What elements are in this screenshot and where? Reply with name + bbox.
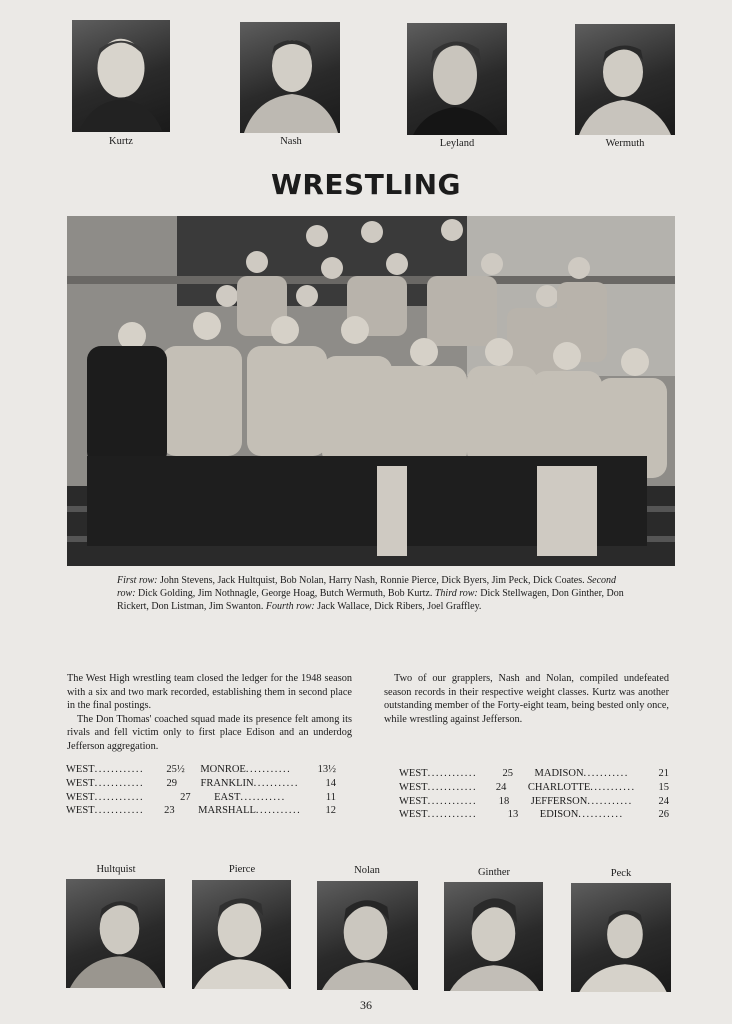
scores-left <box>66 763 336 818</box>
right-article <box>384 672 669 726</box>
score-value: 23 <box>164 805 175 817</box>
score-opponent: EAST <box>214 791 241 803</box>
portrait-ginther <box>444 882 543 991</box>
score-opponent-value: 15 <box>658 781 669 793</box>
score-opponent-value: 14 <box>325 777 337 789</box>
score-team: WEST <box>399 795 428 807</box>
portrait-caption-kurtz: Kurtz <box>109 136 133 147</box>
score-opponent: FRANKLIN <box>200 777 254 789</box>
portrait-caption-nolan: Nolan <box>354 865 380 876</box>
portrait-caption-leyland: Leyland <box>439 138 475 149</box>
left-paragraph: The Don Thomas' coached squad made its presence felt among its rivals and fell victim only to first place Edison and an underdog Jefferson aggregation. <box>67 713 352 752</box>
score-team: WEST <box>66 777 95 789</box>
roster-first-label: First row: <box>117 575 158 586</box>
roster-first: John Stevens, Jack Hultquist, Bob Nolan, Harry Nash, Ronnie Pierce, Dick Byers, Jim Peck, Dick Coates. <box>157 575 588 586</box>
score-row: WEST ............ 25 MADISON ........... 21 <box>399 768 669 779</box>
portrait-wermuth <box>575 24 675 135</box>
portrait-nolan <box>317 881 418 990</box>
score-row: WEST ............ 13 EDISON ........... 26 <box>399 809 670 821</box>
roster-second-label: Second row: <box>117 575 617 600</box>
score-team: WEST <box>66 764 95 775</box>
right-paragraph: Two of our grapplers, Nash and Nolan, compiled undefeated season records in their respective weight classes. Kurtz was another outstanding member of the Forty-eight team, being bested only once, while wrestling against Jefferson. <box>384 673 669 725</box>
score-value: 13 <box>507 809 519 821</box>
portrait-caption-wermuth: Wermuth <box>605 138 645 149</box>
portrait-leyland <box>407 23 507 135</box>
portrait-pierce <box>192 880 291 989</box>
score-opponent: MONROE <box>200 764 246 775</box>
left-article <box>67 672 352 753</box>
score-value: 18 <box>498 795 510 807</box>
roster-third-label: Third row: <box>434 588 478 600</box>
score-value: 24 <box>495 781 507 793</box>
portrait-hultquist <box>66 879 165 988</box>
score-opponent-value: 13½ <box>317 764 336 775</box>
portrait-caption-hultquist: Hultquist <box>96 864 136 875</box>
score-row: WEST ............ 23 MARSHALL ........... 12 <box>66 805 336 817</box>
portrait-caption-pierce: Pierce <box>228 864 256 875</box>
score-opponent: JEFFERSON <box>530 795 588 807</box>
score-team: WEST <box>66 791 95 803</box>
score-team: WEST <box>399 781 428 793</box>
roster-second: Dick Golding, Jim Nothnagle, George Hoag, Butch Wermuth, Bob Kurtz. <box>135 588 435 600</box>
score-opponent-value: 11 <box>325 791 337 803</box>
page-number: 36 <box>360 998 372 1012</box>
roster-fourth-label: Fourth row: <box>265 601 315 613</box>
score-value: 25½ <box>166 764 185 775</box>
roster-fourth: Jack Wallace, Dick Ribers, Joel Graffley. <box>314 601 482 613</box>
score-opponent-value: 21 <box>658 768 669 779</box>
score-opponent-value: 12 <box>325 805 336 817</box>
score-opponent: CHARLOTTE <box>527 781 591 793</box>
left-paragraph: The West High wrestling team closed the ledger for the 1948 season with a six and two mark recorded, establishing them in second place in the final postings. <box>67 673 352 711</box>
score-row: WEST ............ 18 JEFFERSON ........... 24 <box>399 795 669 807</box>
score-value: 27 <box>180 791 191 803</box>
portrait-caption-peck: Peck <box>610 868 632 879</box>
roster-third: Dick Stellwagen, Don Ginther, Don Rickert, Don Listman, Jim Swanton. <box>117 588 624 613</box>
score-row: WEST ............ 29 FRANKLIN ........... 14 <box>66 777 337 789</box>
score-team: WEST <box>399 809 428 821</box>
score-opponent-value: 24 <box>658 795 669 807</box>
score-row: WEST ............ 24 CHARLOTTE ........... 15 <box>399 781 669 793</box>
score-opponent: MADISON <box>534 768 584 779</box>
score-team: WEST <box>66 805 95 817</box>
score-row: WEST ............ 27 EAST ........... 11 <box>66 791 337 803</box>
portrait-caption-nash: Nash <box>280 136 302 147</box>
portrait-caption-ginther: Ginther <box>477 867 511 878</box>
portrait-nash <box>240 22 340 133</box>
portrait-kurtz <box>72 20 170 132</box>
portrait-peck <box>571 883 671 992</box>
score-opponent: EDISON <box>539 809 579 821</box>
score-value: 25 <box>502 768 514 779</box>
score-value: 29 <box>166 777 177 789</box>
score-team: WEST <box>399 768 428 779</box>
team-photo <box>67 216 675 566</box>
score-row: WEST ............ 25½ MONROE ........... 13½ <box>66 764 336 775</box>
score-opponent: MARSHALL <box>198 805 256 817</box>
score-opponent-value: 26 <box>658 809 670 821</box>
roster-caption <box>117 574 627 614</box>
scores-right <box>399 767 669 822</box>
page-title: WRESTLING <box>270 168 461 201</box>
